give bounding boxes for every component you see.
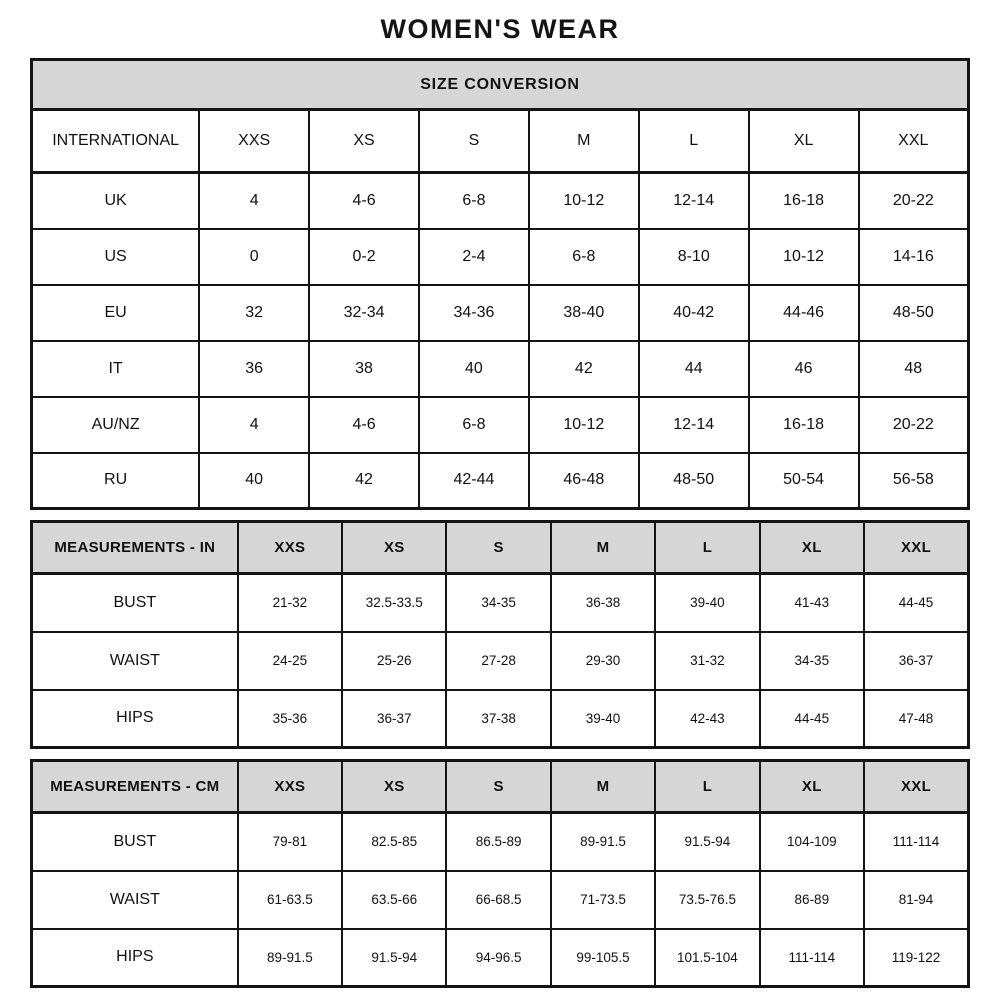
- column-header-xxl: XXL: [864, 522, 968, 574]
- table-row-us: [32, 229, 969, 285]
- column-header-xs: XS: [342, 522, 446, 574]
- measurement-value-cell: 99-105.5: [551, 929, 655, 987]
- measurement-value-cell: 36-38: [551, 574, 655, 632]
- measurements-cm-table: [30, 759, 970, 988]
- measurement-value-cell: 82.5-85: [342, 813, 446, 871]
- measurement-value-cell: 39-40: [551, 690, 655, 748]
- size-value-cell: 38-40: [529, 285, 639, 341]
- column-header-xl: XL: [760, 761, 864, 813]
- column-header-s: S: [446, 522, 550, 574]
- size-value-cell: 12-14: [639, 173, 749, 229]
- size-value-cell: 46-48: [529, 453, 639, 509]
- measurement-value-cell: 81-94: [864, 871, 968, 929]
- row-label-waist: WAIST: [32, 871, 238, 929]
- measurement-value-cell: 31-32: [655, 632, 759, 690]
- column-header-xxs: XXS: [199, 110, 309, 173]
- measurement-value-cell: 41-43: [760, 574, 864, 632]
- column-header-xs: XS: [342, 761, 446, 813]
- size-value-cell: 6-8: [419, 397, 529, 453]
- measurement-value-cell: 47-48: [864, 690, 968, 748]
- measurement-value-cell: 89-91.5: [551, 813, 655, 871]
- column-header-xxs: XXS: [238, 761, 342, 813]
- size-value-cell: 0-2: [309, 229, 419, 285]
- measurement-value-cell: 91.5-94: [655, 813, 759, 871]
- size-value-cell: 32: [199, 285, 309, 341]
- measurement-value-cell: 34-35: [446, 574, 550, 632]
- size-value-cell: 40: [419, 341, 529, 397]
- measurements-cm-title: MEASUREMENTS - CM: [32, 761, 238, 813]
- size-value-cell: 38: [309, 341, 419, 397]
- row-label-aunz: AU/NZ: [32, 397, 200, 453]
- measurements-in-title: MEASUREMENTS - IN: [32, 522, 238, 574]
- measurement-value-cell: 111-114: [864, 813, 968, 871]
- table-row-waist-in: [32, 632, 969, 690]
- measurements-cm-header-row: [32, 761, 969, 813]
- measurement-value-cell: 91.5-94: [342, 929, 446, 987]
- column-header-xxl: XXL: [859, 110, 969, 173]
- size-value-cell: 42: [529, 341, 639, 397]
- measurements-in-table: [30, 520, 970, 749]
- size-value-cell: 8-10: [639, 229, 749, 285]
- table-row-hips-cm: [32, 929, 969, 987]
- size-chart-page: [30, 0, 970, 988]
- row-label-uk: UK: [32, 173, 200, 229]
- size-value-cell: 10-12: [529, 397, 639, 453]
- measurement-value-cell: 119-122: [864, 929, 968, 987]
- table-row-bust-cm: [32, 813, 969, 871]
- measurement-value-cell: 29-30: [551, 632, 655, 690]
- measurement-value-cell: 94-96.5: [446, 929, 550, 987]
- size-value-cell: 48-50: [859, 285, 969, 341]
- measurement-value-cell: 66-68.5: [446, 871, 550, 929]
- column-header-l: L: [655, 761, 759, 813]
- measurement-value-cell: 44-45: [864, 574, 968, 632]
- size-value-cell: 48-50: [639, 453, 749, 509]
- measurement-value-cell: 79-81: [238, 813, 342, 871]
- size-value-cell: 34-36: [419, 285, 529, 341]
- size-value-cell: 4: [199, 173, 309, 229]
- measurement-value-cell: 44-45: [760, 690, 864, 748]
- size-value-cell: 42: [309, 453, 419, 509]
- measurement-value-cell: 104-109: [760, 813, 864, 871]
- size-value-cell: 0: [199, 229, 309, 285]
- size-value-cell: 44: [639, 341, 749, 397]
- table-row-eu: [32, 285, 969, 341]
- column-header-xl: XL: [749, 110, 859, 173]
- size-value-cell: 40-42: [639, 285, 749, 341]
- measurement-value-cell: 32.5-33.5: [342, 574, 446, 632]
- measurement-value-cell: 24-25: [238, 632, 342, 690]
- table-row-uk: [32, 173, 969, 229]
- size-value-cell: 10-12: [749, 229, 859, 285]
- row-label-hips: HIPS: [32, 690, 238, 748]
- size-value-cell: 50-54: [749, 453, 859, 509]
- column-header-m: M: [551, 522, 655, 574]
- size-value-cell: 14-16: [859, 229, 969, 285]
- size-value-cell: 32-34: [309, 285, 419, 341]
- size-value-cell: 48: [859, 341, 969, 397]
- table-row-ru: [32, 453, 969, 509]
- column-header-xxl: XXL: [864, 761, 968, 813]
- size-value-cell: 44-46: [749, 285, 859, 341]
- column-header-l: L: [655, 522, 759, 574]
- measurement-value-cell: 35-36: [238, 690, 342, 748]
- measurement-value-cell: 101.5-104: [655, 929, 759, 987]
- size-value-cell: 36: [199, 341, 309, 397]
- size-value-cell: 42-44: [419, 453, 529, 509]
- page-title: WOMEN'S WEAR: [380, 13, 620, 44]
- table-row-aunz: [32, 397, 969, 453]
- size-value-cell: 4-6: [309, 173, 419, 229]
- measurement-value-cell: 25-26: [342, 632, 446, 690]
- row-label-bust: BUST: [32, 813, 238, 871]
- measurement-value-cell: 34-35: [760, 632, 864, 690]
- measurement-value-cell: 36-37: [864, 632, 968, 690]
- size-value-cell: 4: [199, 397, 309, 453]
- size-value-cell: 6-8: [419, 173, 529, 229]
- row-label-waist: WAIST: [32, 632, 238, 690]
- size-value-cell: 16-18: [749, 397, 859, 453]
- measurement-value-cell: 36-37: [342, 690, 446, 748]
- measurement-value-cell: 111-114: [760, 929, 864, 987]
- measurement-value-cell: 71-73.5: [551, 871, 655, 929]
- measurement-value-cell: 63.5-66: [342, 871, 446, 929]
- row-label-us: US: [32, 229, 200, 285]
- table-row-hips-in: [32, 690, 969, 748]
- table-row-bust-in: [32, 574, 969, 632]
- measurement-value-cell: 27-28: [446, 632, 550, 690]
- column-header-s: S: [419, 110, 529, 173]
- size-conversion-table: [30, 58, 970, 510]
- column-header-m: M: [529, 110, 639, 173]
- column-header-l: L: [639, 110, 749, 173]
- column-header-international: INTERNATIONAL: [32, 110, 200, 173]
- measurement-value-cell: 89-91.5: [238, 929, 342, 987]
- size-value-cell: 6-8: [529, 229, 639, 285]
- row-label-it: IT: [32, 341, 200, 397]
- size-conversion-header-row: [32, 110, 969, 173]
- column-header-xl: XL: [760, 522, 864, 574]
- size-value-cell: 20-22: [859, 173, 969, 229]
- size-value-cell: 20-22: [859, 397, 969, 453]
- size-conversion-banner: SIZE CONVERSION: [32, 60, 969, 110]
- measurement-value-cell: 86-89: [760, 871, 864, 929]
- measurement-value-cell: 37-38: [446, 690, 550, 748]
- title-bar: [30, 0, 970, 58]
- size-value-cell: 4-6: [309, 397, 419, 453]
- measurement-value-cell: 42-43: [655, 690, 759, 748]
- measurement-value-cell: 61-63.5: [238, 871, 342, 929]
- column-header-m: M: [551, 761, 655, 813]
- column-header-xxs: XXS: [238, 522, 342, 574]
- size-value-cell: 46: [749, 341, 859, 397]
- size-value-cell: 10-12: [529, 173, 639, 229]
- measurement-value-cell: 39-40: [655, 574, 759, 632]
- size-value-cell: 2-4: [419, 229, 529, 285]
- row-label-bust: BUST: [32, 574, 238, 632]
- row-label-eu: EU: [32, 285, 200, 341]
- size-value-cell: 12-14: [639, 397, 749, 453]
- size-value-cell: 56-58: [859, 453, 969, 509]
- measurement-value-cell: 86.5-89: [446, 813, 550, 871]
- size-conversion-banner-row: [32, 60, 969, 110]
- size-value-cell: 40: [199, 453, 309, 509]
- column-header-xs: XS: [309, 110, 419, 173]
- table-row-waist-cm: [32, 871, 969, 929]
- measurement-value-cell: 73.5-76.5: [655, 871, 759, 929]
- size-value-cell: 16-18: [749, 173, 859, 229]
- measurements-in-header-row: [32, 522, 969, 574]
- row-label-ru: RU: [32, 453, 200, 509]
- column-header-s: S: [446, 761, 550, 813]
- row-label-hips: HIPS: [32, 929, 238, 987]
- measurement-value-cell: 21-32: [238, 574, 342, 632]
- table-row-it: [32, 341, 969, 397]
